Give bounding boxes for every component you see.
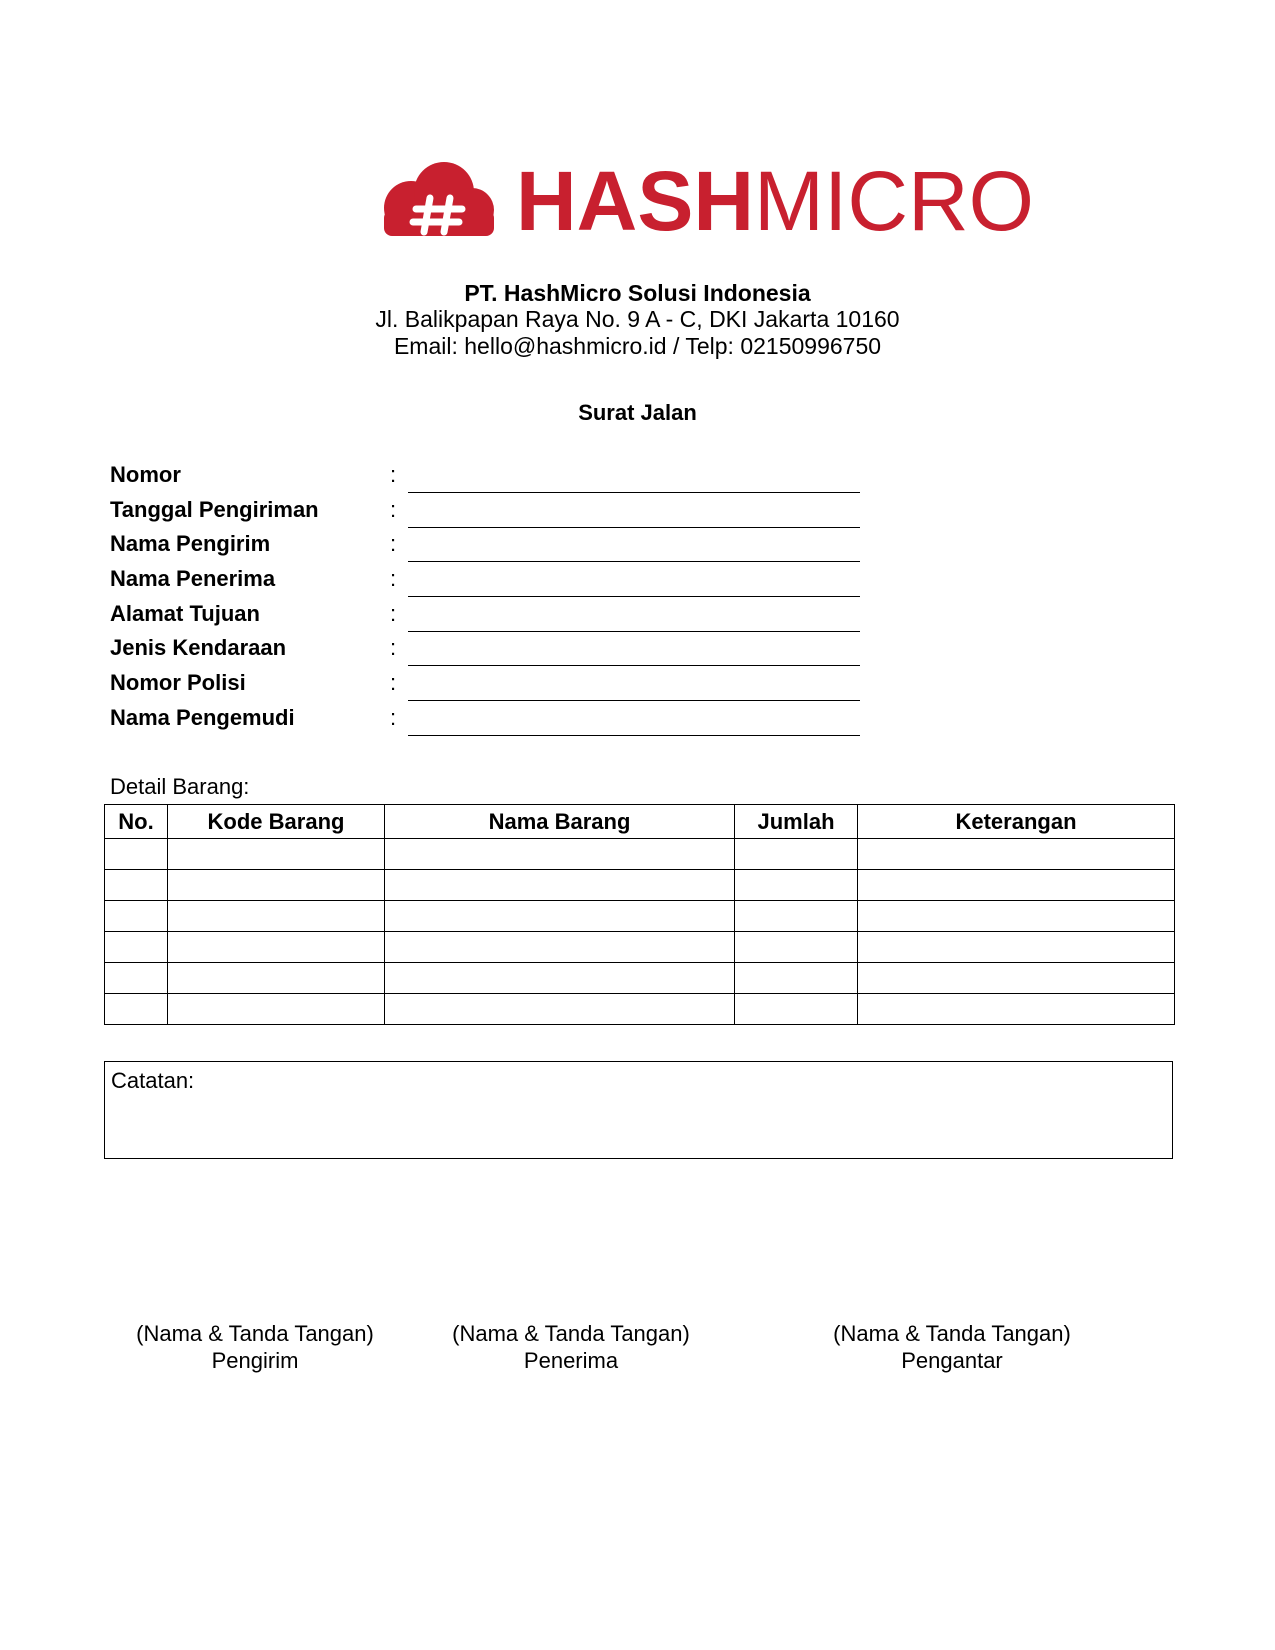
table-cell[interactable] bbox=[385, 839, 735, 870]
table-cell[interactable] bbox=[105, 870, 168, 901]
field-label: Nomor Polisi bbox=[110, 670, 246, 696]
table-cell[interactable] bbox=[858, 932, 1175, 963]
field-label: Jenis Kendaraan bbox=[110, 635, 287, 661]
table-cell[interactable] bbox=[735, 839, 858, 870]
field-separator: : bbox=[390, 496, 397, 522]
table-cell[interactable] bbox=[105, 901, 168, 932]
table-cell[interactable] bbox=[168, 963, 385, 994]
signature-role: Pengirim bbox=[211, 1348, 299, 1373]
field-label: Tanggal Pengiriman bbox=[110, 496, 319, 522]
table-cell[interactable] bbox=[105, 963, 168, 994]
field-label: Nama Pengirim bbox=[110, 531, 271, 557]
signature-hint: (Nama & Tanda Tangan) bbox=[136, 1321, 374, 1346]
hash-cloud-icon bbox=[376, 154, 1034, 248]
field-separator: : bbox=[390, 462, 397, 487]
field-separator: : bbox=[390, 635, 397, 661]
logo-brand-bold: HASH bbox=[516, 154, 755, 248]
field-input-line[interactable] bbox=[408, 492, 860, 493]
field-separator: : bbox=[390, 704, 397, 730]
field-input-line[interactable] bbox=[408, 596, 860, 597]
field-input-line[interactable] bbox=[408, 735, 860, 736]
table-cell[interactable] bbox=[735, 963, 858, 994]
table-cell[interactable] bbox=[735, 870, 858, 901]
items-table bbox=[104, 804, 1175, 1025]
table-row bbox=[105, 901, 1175, 932]
table-row bbox=[105, 963, 1175, 994]
company-name: PT. HashMicro Solusi Indonesia bbox=[464, 280, 811, 306]
table-row bbox=[105, 839, 1175, 870]
table-cell[interactable] bbox=[105, 994, 168, 1025]
detail-label: Detail Barang: bbox=[110, 774, 250, 799]
field-label: Alamat Tujuan bbox=[110, 600, 260, 626]
field-input-line[interactable] bbox=[408, 700, 860, 701]
field-input-line[interactable] bbox=[408, 527, 860, 528]
field-input-line[interactable] bbox=[408, 561, 860, 562]
table-cell[interactable] bbox=[168, 839, 385, 870]
field-label: Nomor bbox=[110, 462, 181, 487]
field-separator: : bbox=[390, 600, 397, 626]
table-cell[interactable] bbox=[858, 994, 1175, 1025]
table-row bbox=[105, 994, 1175, 1025]
field-separator: : bbox=[390, 566, 397, 592]
table-cell[interactable] bbox=[105, 839, 168, 870]
signature-role: Pengantar bbox=[901, 1348, 1003, 1373]
table-cell[interactable] bbox=[168, 932, 385, 963]
signature-hint: (Nama & Tanda Tangan) bbox=[833, 1321, 1071, 1346]
field-separator: : bbox=[390, 670, 397, 696]
company-address: Jl. Balikpapan Raya No. 9 A - C, DKI Jakarta 10160 bbox=[375, 306, 900, 332]
table-row bbox=[105, 870, 1175, 901]
signature-penerima bbox=[421, 1320, 721, 1374]
table-cell[interactable] bbox=[168, 870, 385, 901]
notes-label: Catatan: bbox=[111, 1068, 195, 1093]
table-cell[interactable] bbox=[858, 839, 1175, 870]
table-cell[interactable] bbox=[385, 932, 735, 963]
table-cell[interactable] bbox=[858, 901, 1175, 932]
table-cell[interactable] bbox=[385, 870, 735, 901]
field-separator: : bbox=[390, 531, 397, 557]
logo-brand-light: MICRO bbox=[754, 154, 1034, 248]
notes-box[interactable] bbox=[104, 1061, 1173, 1159]
table-cell[interactable] bbox=[735, 901, 858, 932]
table-cell[interactable] bbox=[105, 932, 168, 963]
signature-pengantar bbox=[802, 1320, 1102, 1374]
field-label: Nama Penerima bbox=[110, 566, 276, 592]
column-header-keterangan: Keterangan bbox=[858, 805, 1175, 839]
table-header-row bbox=[105, 805, 1175, 839]
table-cell[interactable] bbox=[168, 901, 385, 932]
field-label: Nama Pengemudi bbox=[110, 704, 295, 730]
document-title: Surat Jalan bbox=[578, 400, 697, 425]
table-cell[interactable] bbox=[385, 994, 735, 1025]
company-logo bbox=[376, 154, 1034, 248]
table-cell[interactable] bbox=[385, 901, 735, 932]
svg-text:HASHMICRO bbox=[516, 154, 1034, 248]
table-cell[interactable] bbox=[735, 994, 858, 1025]
signature-hint: (Nama & Tanda Tangan) bbox=[452, 1321, 690, 1346]
company-contact: Email: hello@hashmicro.id / Telp: 02150996750 bbox=[393, 333, 882, 359]
table-row bbox=[105, 932, 1175, 963]
column-header-jumlah: Jumlah bbox=[735, 805, 858, 839]
field-input-line[interactable] bbox=[408, 631, 860, 632]
table-cell[interactable] bbox=[735, 932, 858, 963]
column-header-nama-barang: Nama Barang bbox=[385, 805, 735, 839]
table-cell[interactable] bbox=[858, 963, 1175, 994]
table-cell[interactable] bbox=[858, 870, 1175, 901]
signature-role: Penerima bbox=[523, 1348, 619, 1373]
field-input-line[interactable] bbox=[408, 665, 860, 666]
table-cell[interactable] bbox=[385, 963, 735, 994]
signature-pengirim bbox=[105, 1320, 405, 1374]
column-header-no: No. bbox=[105, 805, 168, 839]
column-header-kode-barang: Kode Barang bbox=[168, 805, 385, 839]
table-cell[interactable] bbox=[168, 994, 385, 1025]
